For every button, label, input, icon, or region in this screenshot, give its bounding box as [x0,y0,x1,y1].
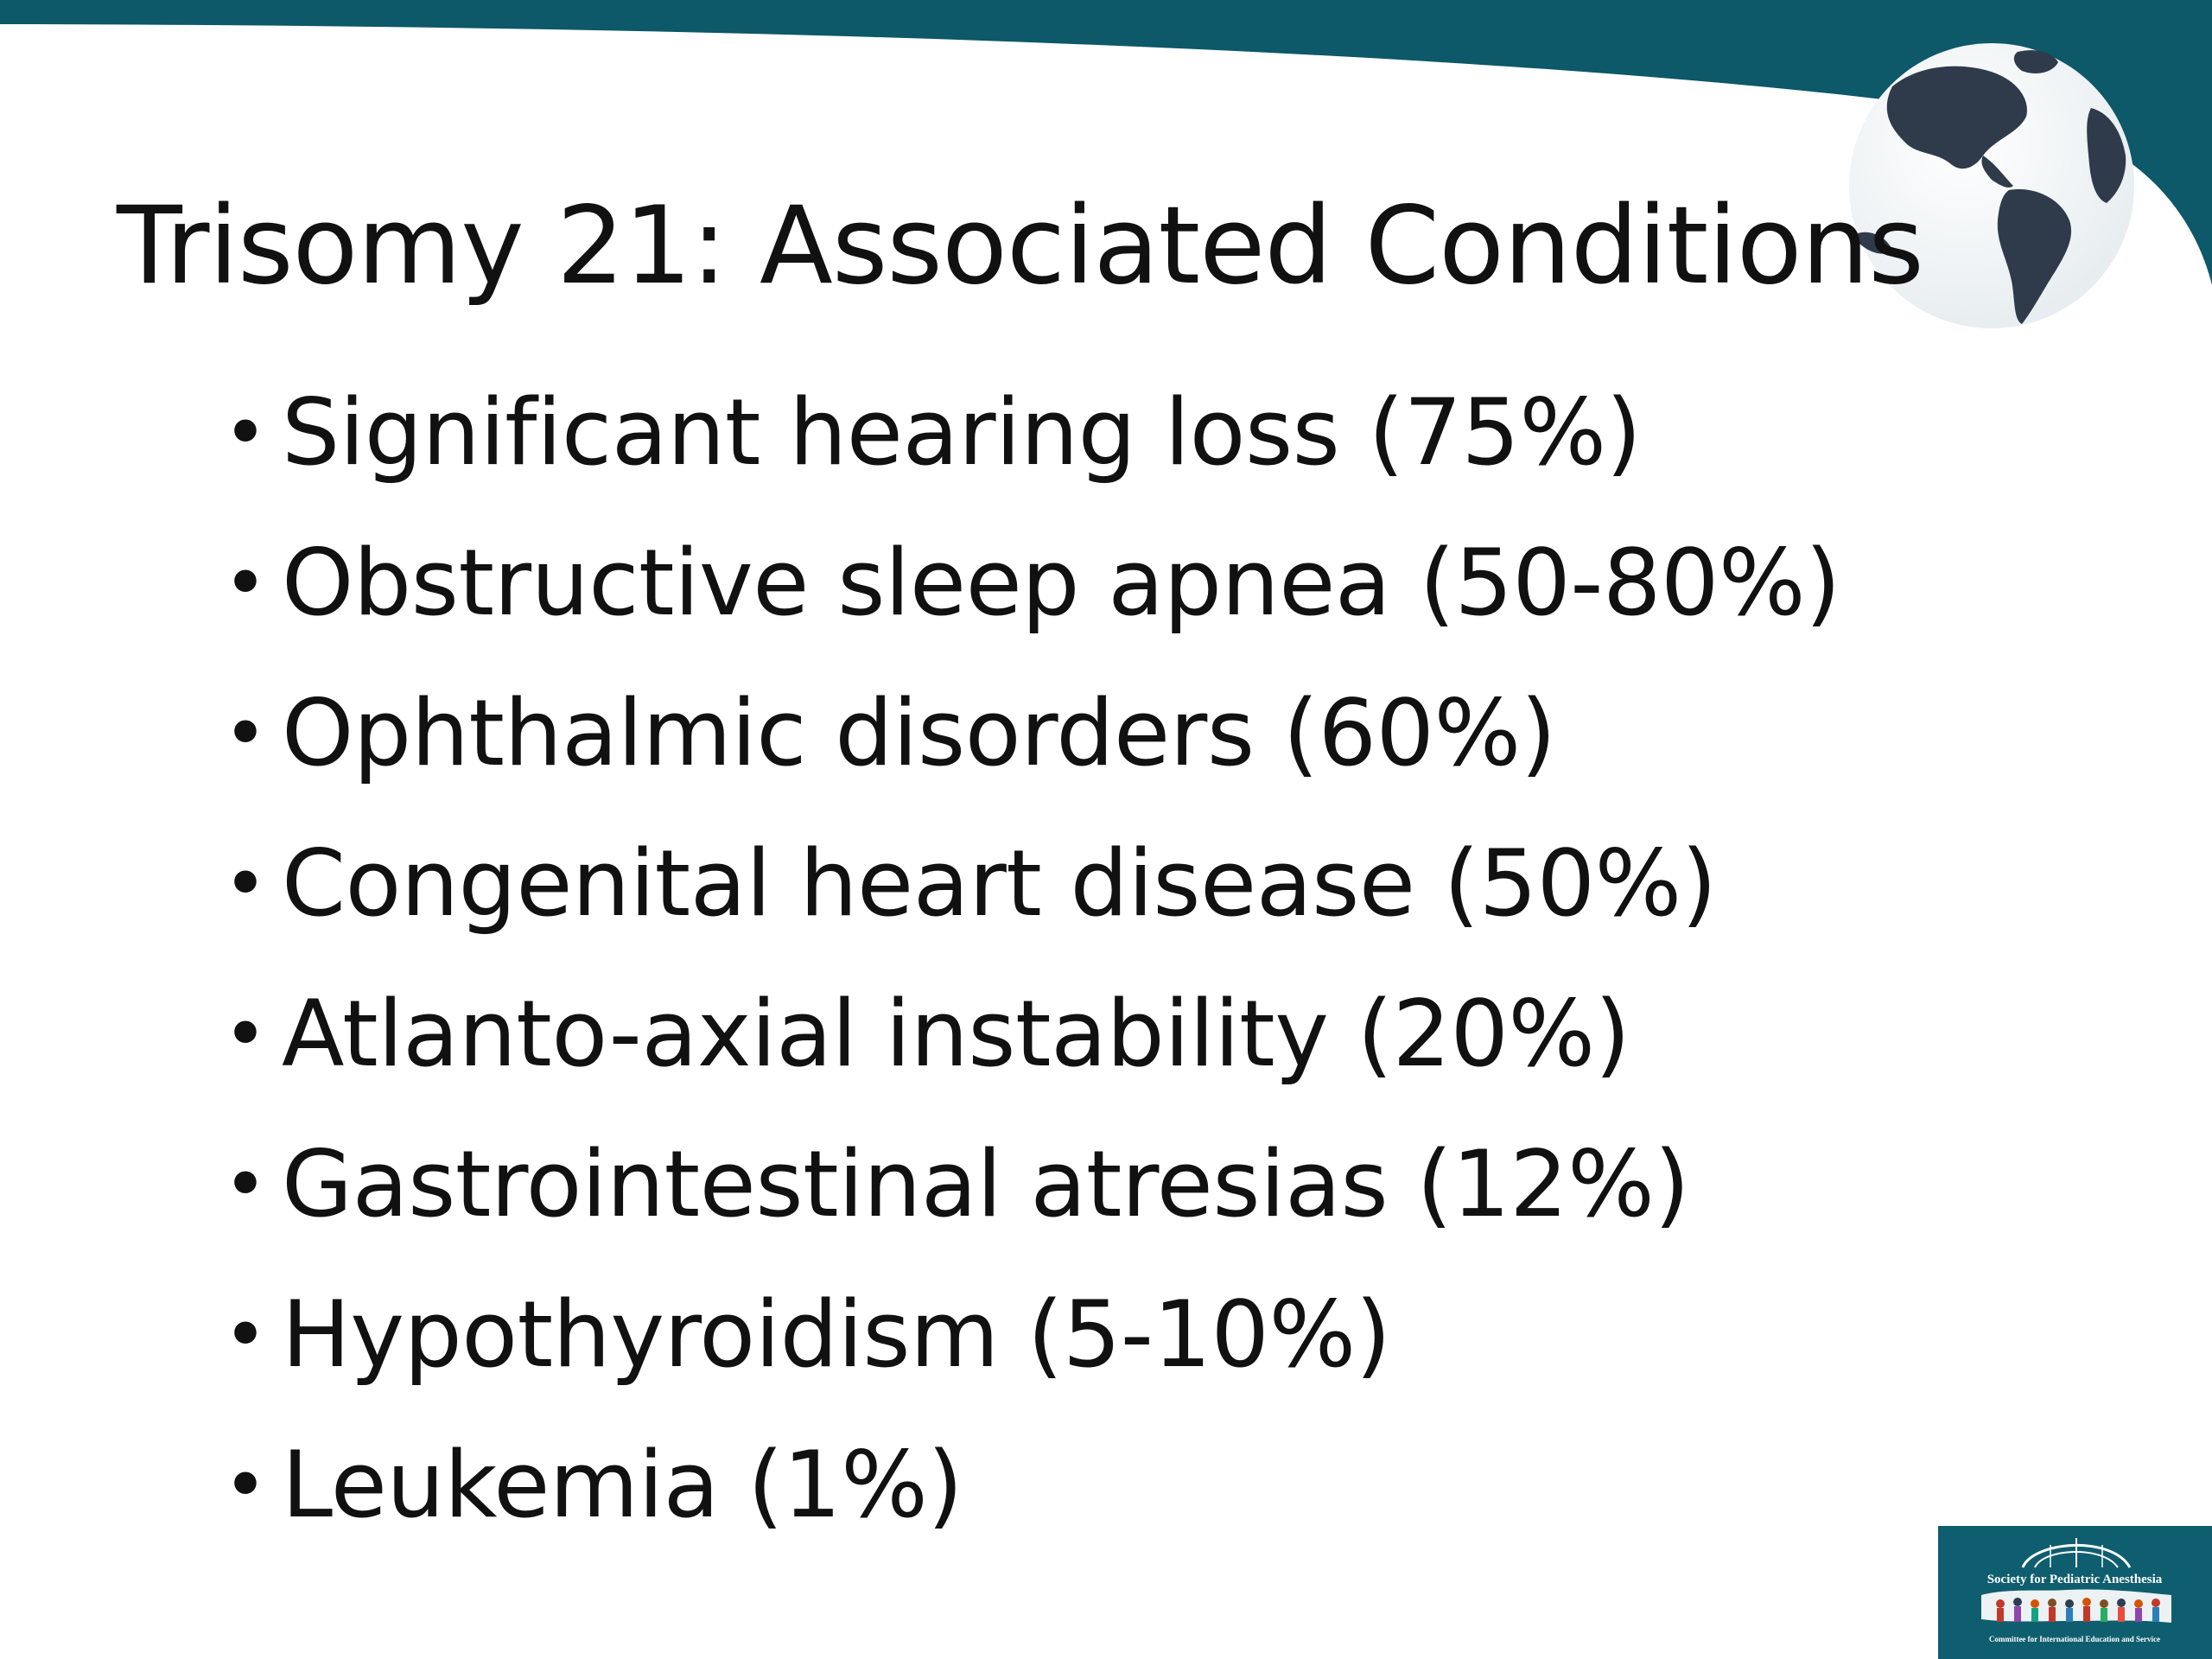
list-item [223,1109,1840,1260]
list-item [223,508,1840,658]
list-item [223,959,1840,1109]
bullet-icon: • [223,538,268,627]
list-item [223,1410,1840,1560]
list-item-text: Atlanto-axial instability (20%) [282,981,1630,1087]
logo-emblem [1938,1526,2212,1659]
list-item-text: Significant hearing loss (75%) [282,379,1642,486]
list-item-text: Leukemia (1%) [282,1432,963,1538]
spa-logo-icon [1938,1526,2212,1659]
list-item [223,658,1840,809]
logo-committee: Committee for International Education and Service [1988,1635,2161,1643]
slide-title: Trisomy 21: Associated Conditions [117,184,1923,308]
bullet-icon: • [223,1440,268,1529]
list-item [223,358,1840,508]
list-item [223,1260,1840,1410]
bullet-icon: • [223,689,268,778]
list-item-text: Obstructive sleep apnea (50-80%) [282,530,1841,636]
list-item-text: Congenital heart disease (50%) [282,830,1717,937]
list-item-text: Ophthalmic disorders (60%) [282,680,1556,786]
list-item-text: Gastrointestinal atresias (12%) [282,1131,1690,1237]
list-item-text: Hypothyroidism (5-10%) [282,1281,1391,1388]
bullet-icon: • [223,1140,268,1229]
list-item [223,809,1840,959]
bullet-icon: • [223,839,268,928]
bullet-icon: • [223,388,268,477]
bullet-icon: • [223,1290,268,1379]
logo-org-name: Society for Pediatric Anesthesia [1986,1573,2163,1586]
condition-list [223,358,1840,1560]
bullet-icon: • [223,989,268,1078]
